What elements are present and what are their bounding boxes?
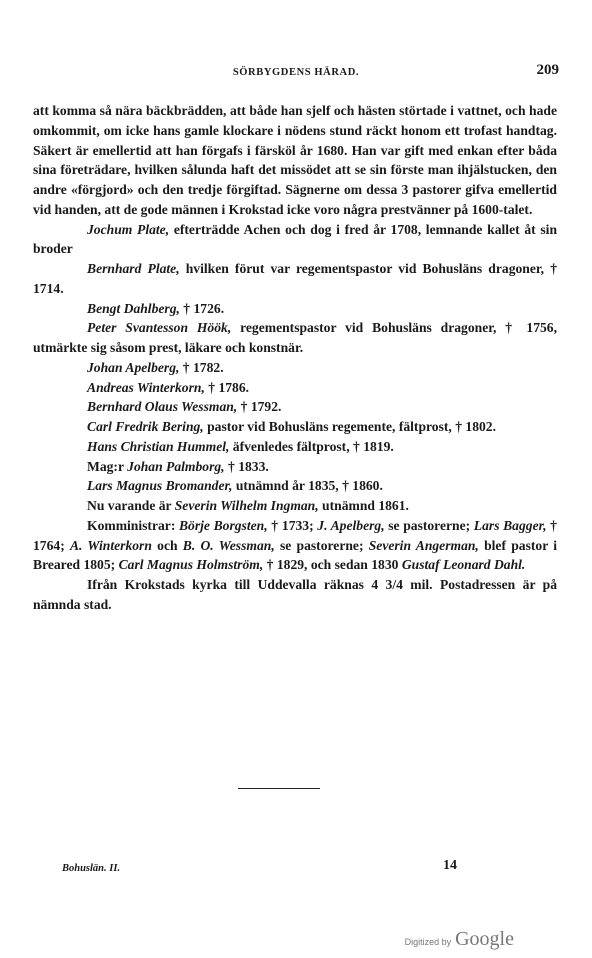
person-name: Lars Bagger, xyxy=(473,517,547,533)
paragraph xyxy=(33,437,557,457)
text-run: Nu varande är xyxy=(87,498,175,513)
person-name: Andreas Winterkorn, xyxy=(87,379,205,395)
page-number: 209 xyxy=(536,62,559,78)
text-run: utnämnd 1861. xyxy=(318,498,409,513)
section-divider xyxy=(238,788,320,789)
person-name: Bengt Dahlberg, xyxy=(87,300,180,316)
paragraph xyxy=(33,220,557,260)
person-name: Gustaf Leonard Dahl. xyxy=(401,557,526,573)
running-head: SÖRBYGDENS HÄRAD. xyxy=(232,67,360,78)
paragraph xyxy=(33,378,557,398)
text-run: se pastorerne; xyxy=(274,537,369,553)
digitized-watermark xyxy=(405,928,514,951)
paragraph xyxy=(33,299,557,319)
person-name: A. Winterkorn xyxy=(69,537,152,553)
person-name: J. Apelberg, xyxy=(317,517,385,533)
text-run: † 1726. xyxy=(179,300,225,316)
paragraph xyxy=(33,259,557,299)
text-run: äfvenledes fältprost, † 1819. xyxy=(229,438,394,454)
text-run: † 1829, och sedan 1830 xyxy=(263,557,402,573)
paragraph xyxy=(33,516,557,575)
person-name: Lars Magnus Bromander, xyxy=(87,478,233,494)
person-name: Peter Svantesson Höök, xyxy=(87,320,232,336)
text-run: regementspastor vid Bohusläns dragoner, † 1756, utmärkte sig såsom prest, läkare och konstnär. xyxy=(33,320,558,355)
person-name: Börje Borgsten, xyxy=(178,517,268,533)
text-run: † 1833. xyxy=(224,458,269,474)
paragraph xyxy=(33,575,557,615)
page-header xyxy=(30,62,562,84)
paragraph xyxy=(33,318,557,358)
person-name: Severin Angerman, xyxy=(368,537,479,553)
text-run: efterträdde Achen och dog i fred år 1708, lemnande kallet åt sin broder xyxy=(33,221,557,257)
person-name: Johan Apelberg, xyxy=(87,359,180,375)
text-run: † 1786. xyxy=(204,379,250,395)
text-run: utnämnd år 1835, † 1860. xyxy=(232,478,383,494)
sheet-number: 14 xyxy=(443,858,457,873)
text-run: blef pastor i Breared 1805; xyxy=(33,537,557,573)
person-name: Jochum Plate, xyxy=(87,221,170,237)
person-name: B. O. Wessman, xyxy=(182,537,275,553)
paragraph xyxy=(33,457,557,477)
text-run: och xyxy=(151,537,183,553)
text-run: † 1733; xyxy=(267,517,318,533)
text-run: † 1782. xyxy=(179,359,224,375)
person-name: Carl Magnus Holmström, xyxy=(118,557,264,573)
watermark-brand: Google xyxy=(455,928,514,950)
person-name: Severin Wilhelm Ingman, xyxy=(174,498,319,513)
paragraph xyxy=(33,417,557,437)
person-name: Bernhard Olaus Wessman, xyxy=(87,399,238,415)
person-name: Johan Palmborg, xyxy=(127,458,225,474)
text-run: † 1764; xyxy=(33,517,557,553)
paragraph xyxy=(33,358,557,378)
person-name: Carl Fredrik Bering, xyxy=(87,419,204,434)
text-run: Mag:r xyxy=(87,458,128,474)
person-name: Bernhard Plate, xyxy=(87,261,180,276)
paragraph xyxy=(33,397,557,417)
body-text xyxy=(33,101,557,615)
person-name: Hans Christian Hummel, xyxy=(87,438,230,454)
text-run: se pastorerne; xyxy=(384,517,474,533)
text-run: att komma så nära bäckbrädden, att både han sjelf och hästen störtade i vattnet, och hade omkommit, om icke hans gamle klockare i nödens stund räckt honom ett trofast handtag. Säkert är emellertid att han förgafs i färsköl år 1680. Han var gift med enkan efter båda sina företrädare, hvilken sålunda haft det missödet att se sin förste man ihjälstucken, den andre «förgjord» och den tredje förgiftad. Sägnerne om dessa 3 pastorer gifva emellertid vid handen, att de gode männen i Krokstad icke voro några prestvänner på 1600-talet. xyxy=(33,103,557,217)
paragraph xyxy=(33,476,557,496)
paragraph xyxy=(33,496,557,516)
text-run: Ifrån Krokstads kyrka till Uddevalla räknas 4 3/4 mil. Postadressen är på nämnda stad. xyxy=(33,577,557,612)
text-run: † 1792. xyxy=(237,399,282,415)
text-run: hvilken förut var regementspastor vid Bohusläns dragoner, † 1714. xyxy=(33,261,557,296)
text-run: pastor vid Bohusläns regemente, fältprost, † 1802. xyxy=(203,419,496,434)
text-run: Komministrar: xyxy=(87,517,179,533)
watermark-prefix: Digitized by xyxy=(404,937,452,947)
signature-mark: Bohuslän. II. xyxy=(62,863,121,874)
paragraph xyxy=(33,101,557,220)
